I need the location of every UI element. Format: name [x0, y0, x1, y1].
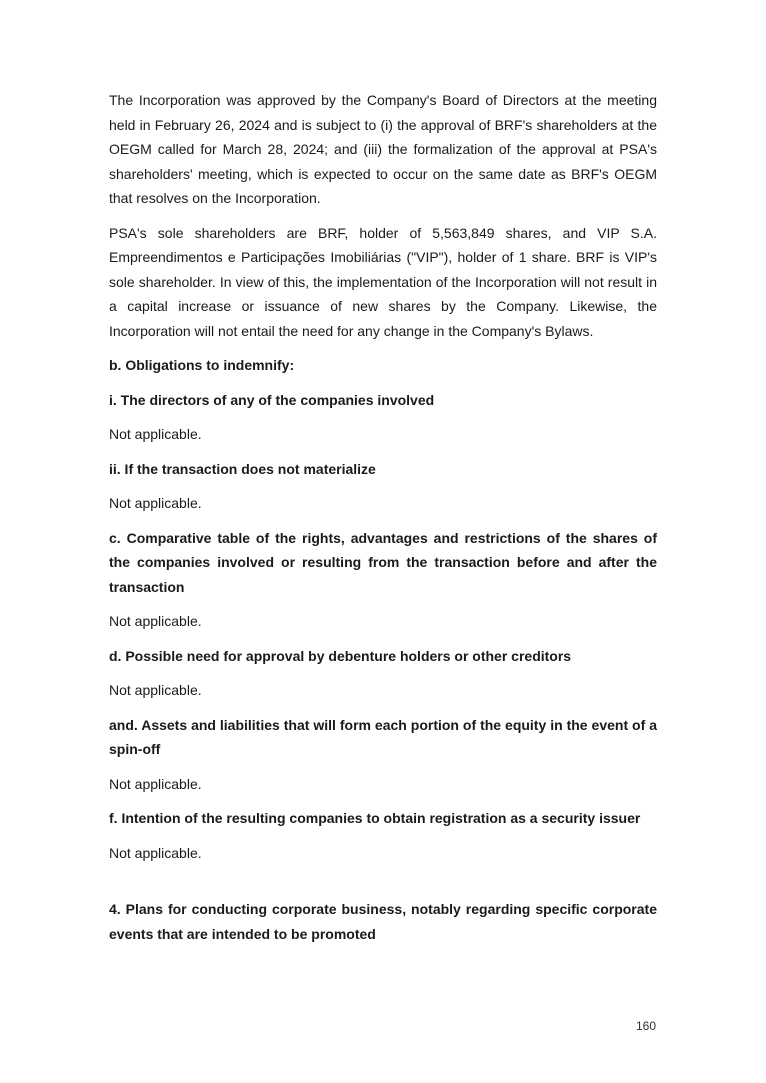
heading-b-obligations: b. Obligations to indemnify: [109, 357, 295, 373]
paragraph-psa-shareholders: PSA's sole shareholders are BRF, holder of 5,563,849 shares, and VIP S.A. Empreendimentos e Participações Imobiliárias ("VIP"), holder of 1 share. BRF is VIP's sole shareholder. In view of this, the implementation of the Incorporation will not result in a capital increase or issuance of new shares by the Company. Likewise, the Incorporation will not entail the need for any change in the Company's Bylaws. [109, 224, 657, 339]
heading-c-comparative-table: c. Comparative table of the rights, advantages and restrictions of the shares of the companies involved or resulting from the transaction before and after the transaction [109, 529, 657, 595]
paragraph-incorporation-approval: The Incorporation was approved by the Company's Board of Directors at the meeting held in February 26, 2024 and is subject to (i) the approval of BRF's shareholders at the OEGM called for March 28, 2024; and (iii) the formalization of the approval at PSA's shareholders' meeting, which is expected to occur on the same date as BRF's OEGM that resolves on the Incorporation. [109, 92, 657, 206]
text-c-not-applicable: Not applicable. [109, 613, 202, 629]
section-spacer [109, 875, 657, 897]
text-ii-not-applicable: Not applicable. [109, 495, 202, 511]
heading-f-registration: f. Intention of the resulting companies to obtain registration as a security issuer [109, 810, 641, 826]
heading-ii-not-materialize: ii. If the transaction does not materialize [109, 460, 376, 477]
page-number: 160 [635, 1019, 656, 1033]
text-f-not-applicable: Not applicable. [109, 844, 202, 861]
page-content [109, 88, 657, 956]
heading-i-directors: i. The directors of any of the companies involved [109, 391, 435, 408]
heading-4-corporate-plans: 4. Plans for conducting corporate business, notably regarding specific corporate events that are intended to be promoted [109, 901, 657, 942]
text-i-not-applicable: Not applicable. [109, 426, 202, 442]
heading-d-debenture-approval: d. Possible need for approval by debenture holders or other creditors [109, 647, 572, 664]
text-e-not-applicable: Not applicable. [109, 775, 202, 792]
heading-e-assets-liabilities: and. Assets and liabilities that will form each portion of the equity in the event of a spin-off [109, 716, 657, 757]
text-d-not-applicable: Not applicable. [109, 682, 202, 698]
